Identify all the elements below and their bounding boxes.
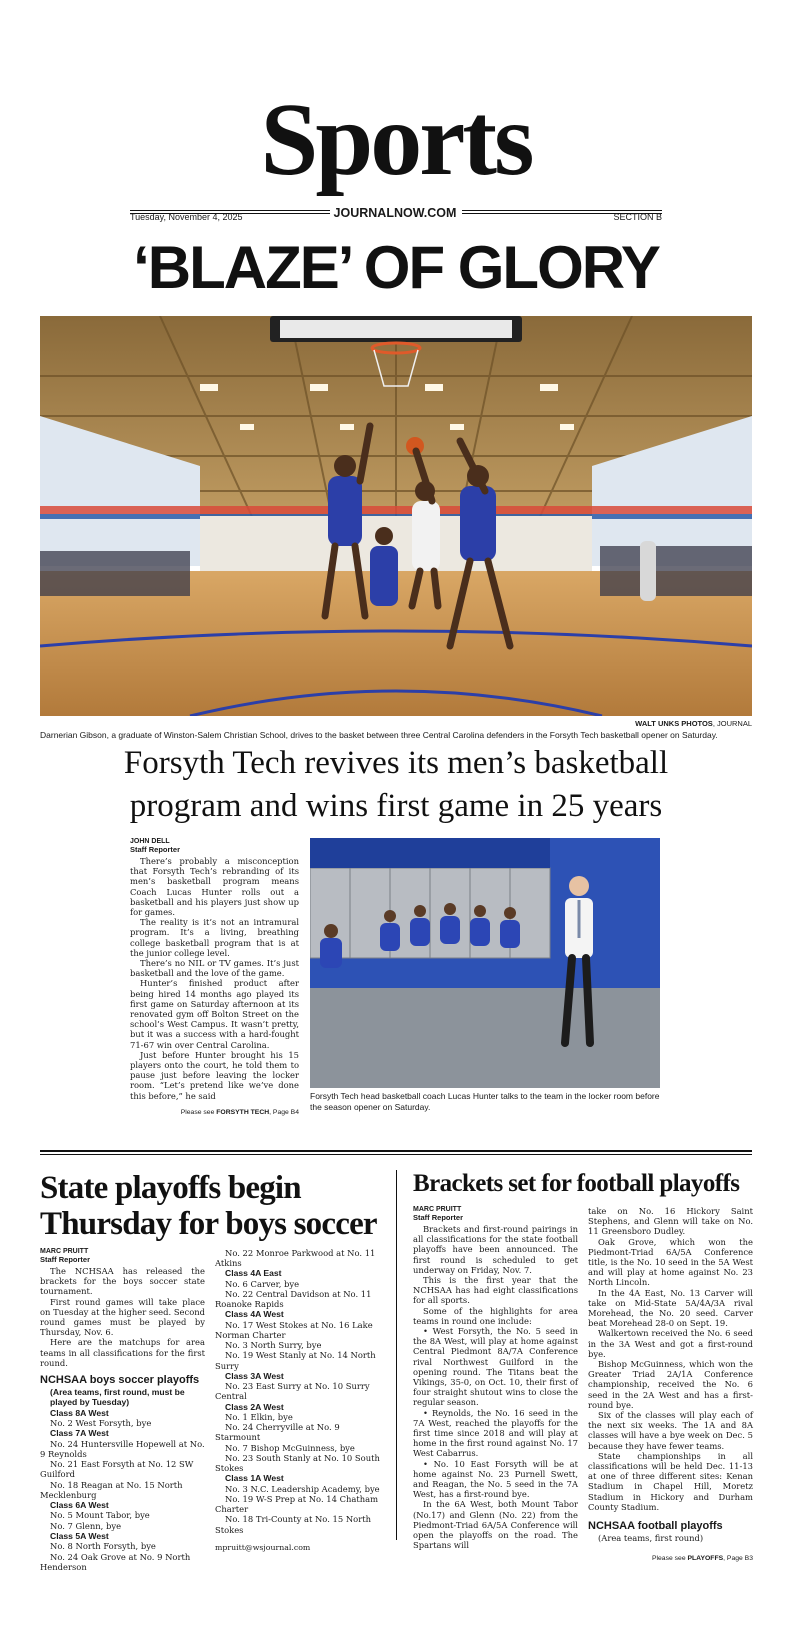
byline-role: Staff Reporter [40, 1255, 91, 1264]
matchup-item: No. 5 Mount Tabor, bye [50, 1510, 150, 1521]
paragraph: take on No. 16 Hickory Saint Stephens, and Glenn will take on No. 11 Greensboro Dudley. [588, 1206, 753, 1237]
locker-caption: Forsyth Tech head basketball coach Lucas Hunter talks to the team in the locker room before the season opener on Saturday. [310, 1091, 660, 1112]
jump-prefix: Please see [180, 1108, 217, 1116]
matchup-item: No. 19 W-S Prep at No. 14 Chatham Charter [215, 1493, 379, 1515]
class-heading: Class 4A East [225, 1268, 282, 1279]
paragraph: In the 6A West, both Mount Tabor (No.17) and Glenn (No. 22) from the Piedmont-Triad 6A/5A Conference will open the playoffs on the road. The Spartans will [413, 1499, 578, 1551]
soccer-matchups-2 [215, 1248, 380, 1535]
deck-line-2: program and wins first game in 25 years [129, 787, 663, 824]
football-subnote: (Area teams, first round) [598, 1533, 704, 1544]
football-headline: Brackets set for football playoffs [413, 1170, 740, 1197]
class-heading: Class 2A West [225, 1401, 284, 1412]
class-heading: Class 5A West [50, 1530, 109, 1541]
byline-role: Staff Reporter [413, 1213, 464, 1222]
matchup-item: No. 24 Oak Grove at No. 9 North Henderson [40, 1551, 191, 1572]
byline-name: MARC PRUITT [413, 1206, 462, 1213]
matchup-item: No. 23 East Surry at No. 10 Surry Central [215, 1381, 370, 1402]
jump-target: PLAYOFFS [687, 1555, 724, 1563]
matchup-item: No. 24 Huntersville Hopewell at No. 9 Reynolds [40, 1438, 205, 1460]
byline-name: MARC PRUITT [40, 1248, 89, 1255]
paragraph: • No. 10 East Forsyth will be at home against No. 23 Purnell Swett, and Reagan, the No. 5 seed in the 7A West, has a first-round bye. [413, 1458, 578, 1500]
matchup-item: No. 8 North Forsyth, bye [50, 1541, 156, 1552]
football-body-2 [588, 1206, 753, 1512]
locker-room-illustration [310, 838, 660, 1088]
paragraph: First round games will take place on Tuesday at the higher seed. Second round games must be played by Thursday, Nov. 6. [40, 1296, 206, 1338]
jump-line[interactable] [588, 1555, 753, 1562]
dateline [130, 206, 662, 224]
paragraph: The reality is it’s not an intramural program. It’s a living, breathing college basketball program that is at the junior college level. [130, 917, 299, 958]
football-column-2 [588, 1206, 753, 1562]
class-heading: Class 4A West [225, 1309, 284, 1320]
photo-credit-name: WALT UNKS PHOTOS [635, 719, 713, 728]
jump-line[interactable] [130, 1109, 299, 1116]
class-heading: Class 8A West [50, 1407, 109, 1418]
paragraph: • Reynolds, the No. 16 seed in the 7A West, reached the playoffs for the first time since 2018 and will play at home in the first round against No. 17 West Cabarrus. [413, 1407, 578, 1459]
paragraph: Bishop McGuinness, which won the Greater Triad 2A/1A Conference championship, received the No. 6 seed in the 2A West and has a first-round bye. [588, 1359, 753, 1410]
lead-headline: ‘BLAZE’ OF GLORY [133, 234, 659, 301]
matchup-item: No. 22 Monroe Parkwood at No. 11 Atkins [215, 1248, 376, 1269]
matchup-item: No. 24 Cherryville at No. 9 Starmount [215, 1422, 340, 1443]
byline-role: Staff Reporter [130, 845, 181, 854]
football-column-1 [413, 1206, 578, 1551]
paragraph: Here are the matchups for area teams in all classifications for the first round. [40, 1337, 205, 1368]
column-divider [396, 1170, 397, 1540]
soccer-subhead: NCHSAA boys soccer playoffs [40, 1374, 200, 1387]
paragraph: Oak Grove, which won the Piedmont-Triad 6A/5A Conference title, is the No. 10 seed in the 5A West and will play at home against No. 23 North Lincoln. [588, 1236, 753, 1288]
matchup-item: No. 6 Carver, bye [225, 1278, 300, 1289]
deck-line-1: Forsyth Tech revives its men’s basketball [123, 745, 669, 781]
byline-name: JOHN DELL [130, 838, 170, 845]
hero-photo [40, 316, 752, 716]
matchup-item: No. 7 Glenn, bye [50, 1520, 122, 1531]
section-label: SECTION B [613, 212, 662, 222]
paragraph: Just before Hunter brought his 15 players onto the court, he told them to pause just before leaving the locker room. “Let’s pretend like we’ve done this before,” he said [130, 1049, 299, 1101]
author-email[interactable]: mpruitt@wsjournal.com [215, 1542, 311, 1552]
matchup-item: No. 17 West Stokes at No. 16 Lake Norman Charter [215, 1319, 373, 1341]
paragraph: This is the first year that the NCHSAA has had eight classifications for all sports. [413, 1275, 578, 1306]
matchup-item: No. 21 East Forsyth at No. 12 SW Guilford [40, 1459, 194, 1480]
locker-room-photo [310, 838, 660, 1088]
soccer-column-2 [215, 1248, 380, 1552]
class-heading: Class 3A West [225, 1370, 284, 1381]
paragraph: Walkertown received the No. 6 seed in the 3A West and got a first-round bye. [588, 1328, 753, 1359]
paragraph: Brackets and first-round pairings in all classifications for the state football playoffs have been announced. The first round is scheduled to get underway on Friday, Nov. 7. [413, 1224, 578, 1275]
soccer-subnote: (Area teams, first round, must be played by Tuesday) [50, 1387, 185, 1408]
jump-prefix: Please see [651, 1555, 688, 1563]
matchup-item: No. 22 Central Davidson at No. 11 Roanoke Rapids [215, 1289, 372, 1310]
matchup-item: No. 19 West Stanly at No. 14 North Surry [215, 1350, 376, 1371]
soccer-headline-line-2: Thursday for boys soccer [40, 1206, 377, 1242]
soccer-column-1 [40, 1248, 205, 1572]
paragraph: There’s no NIL or TV games. It’s just basketball and the love of the game. [130, 958, 299, 979]
basketball-game-illustration [40, 316, 752, 716]
section-divider [40, 1150, 752, 1155]
section-masthead: Sports [260, 82, 532, 197]
matchup-item: No. 1 Elkin, bye [225, 1412, 293, 1423]
matchup-item: No. 7 Bishop McGuinness, bye [225, 1442, 355, 1453]
issue-date: Tuesday, November 4, 2025 [130, 212, 243, 222]
class-heading: Class 6A West [50, 1500, 109, 1511]
matchup-item: No. 3 North Surry, bye [225, 1340, 322, 1351]
matchup-item: No. 23 South Stanly at No. 10 South Stokes [215, 1452, 380, 1474]
soccer-body [40, 1266, 205, 1368]
lead-story [130, 838, 299, 1116]
football-body-1 [413, 1224, 578, 1551]
photo-credit-org: , JOURNAL [712, 719, 752, 728]
jump-target: FORSYTH TECH [216, 1108, 270, 1116]
hero-caption: Darnerian Gibson, a graduate of Winston-Salem Christian School, drives to the basket between three Central Carolina defenders in the Forsyth Tech basketball opener on Saturday. [40, 730, 718, 740]
site-link[interactable]: JOURNALNOW.COM [333, 206, 457, 220]
soccer-headline [40, 1170, 385, 1242]
paragraph: Hunter’s finished product after being hired 14 months ago played its first game on Saturday afternoon at its renovated gym off Bolton Street on the school’s West Campus. It wasn’t pretty, but it was a success with a hard-fought 71-67 win over Central Carolina. [130, 978, 299, 1050]
paragraph: Six of the classes will play each of the next six weeks. The 1A and 8A classes will have a bye week on Dec. 5 because they have fewer teams. [588, 1410, 753, 1451]
soccer-headline-line-1: State playoffs begin [40, 1170, 301, 1206]
matchup-item: No. 18 Tri-County at No. 15 North Stokes [215, 1514, 371, 1535]
jump-page: , Page B3 [723, 1555, 753, 1563]
class-heading: Class 7A West [50, 1428, 109, 1439]
matchup-item: No. 2 West Forsyth, bye [50, 1418, 152, 1429]
paragraph: State championships in all classifications will be held Dec. 11-13 at one of three different sites: Kenan Stadium in Chapel Hill, Moretz Stadium in Hickory and Durham County Stadium. [588, 1450, 753, 1512]
lead-story-body [130, 856, 299, 1101]
matchup-item: No. 3 N.C. Leadership Academy, bye [225, 1483, 380, 1494]
lead-deck [100, 742, 692, 828]
football-subhead: NCHSAA football playoffs [588, 1520, 723, 1533]
paragraph: In the 4A East, No. 13 Carver will take on Mid-State 5A/4A/3A rival Morehead, the No. 20 seed. Carver beat Morehead 28-0 on Sept. 19. [588, 1287, 753, 1329]
soccer-matchups-1 [40, 1408, 205, 1572]
paragraph: • West Forsyth, the No. 5 seed in the 8A West, will play at home against Central Piedmont 8A/7A Conference rival Northwest Guilford in the opening round. The Titans beat the Vikings, 35-0, on Oct. 10, their first of four straight shutout wins to close the regular season. [413, 1326, 578, 1408]
paragraph: The NCHSAA has released the brackets for the boys soccer state tournament. [40, 1266, 205, 1297]
paragraph: Some of the highlights for area teams in round one include: [413, 1305, 578, 1326]
class-heading: Class 1A West [225, 1473, 284, 1484]
matchup-item: No. 18 Reagan at No. 15 North Mecklenburg [40, 1479, 183, 1500]
photo-credit [40, 719, 752, 728]
jump-page: , Page B4 [269, 1108, 299, 1116]
paragraph: There’s probably a misconception that Forsyth Tech’s rebranding of its men’s basketball program means Coach Lucas Hunter rolls out a basketball and his players just show up for games. [130, 856, 299, 918]
